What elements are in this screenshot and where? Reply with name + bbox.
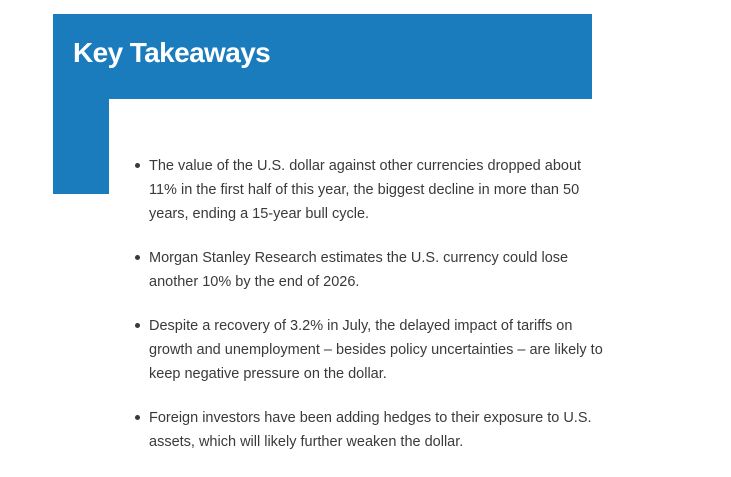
takeaway-item bbox=[133, 246, 603, 294]
takeaway-item bbox=[133, 406, 603, 454]
accent-side-band bbox=[53, 99, 109, 194]
section-title: Key Takeaways bbox=[73, 37, 271, 68]
takeaway-text: The value of the U.S. dollar against other currencies dropped about 11% in the first half of this year, the biggest decline in more than 50 years, ending a 15-year bull cycle. bbox=[149, 158, 582, 222]
takeaway-item bbox=[133, 314, 603, 386]
takeaway-text: Morgan Stanley Research estimates the U.S. currency could lose another 10% by the end of 2026. bbox=[149, 250, 569, 290]
bullet-icon bbox=[135, 323, 140, 328]
takeaway-text: Foreign investors have been adding hedges to their exposure to U.S. assets, which will likely further weaken the dollar. bbox=[149, 410, 592, 450]
takeaway-item bbox=[133, 154, 603, 226]
bullet-icon bbox=[135, 415, 140, 420]
bullet-icon bbox=[135, 255, 140, 260]
takeaway-text: Despite a recovery of 3.2% in July, the delayed impact of tariffs on growth and unemployment – besides policy uncertainties – are likely to keep negative pressure on the dollar. bbox=[149, 318, 603, 382]
takeaways-list bbox=[133, 154, 603, 474]
bullet-icon bbox=[135, 163, 140, 168]
